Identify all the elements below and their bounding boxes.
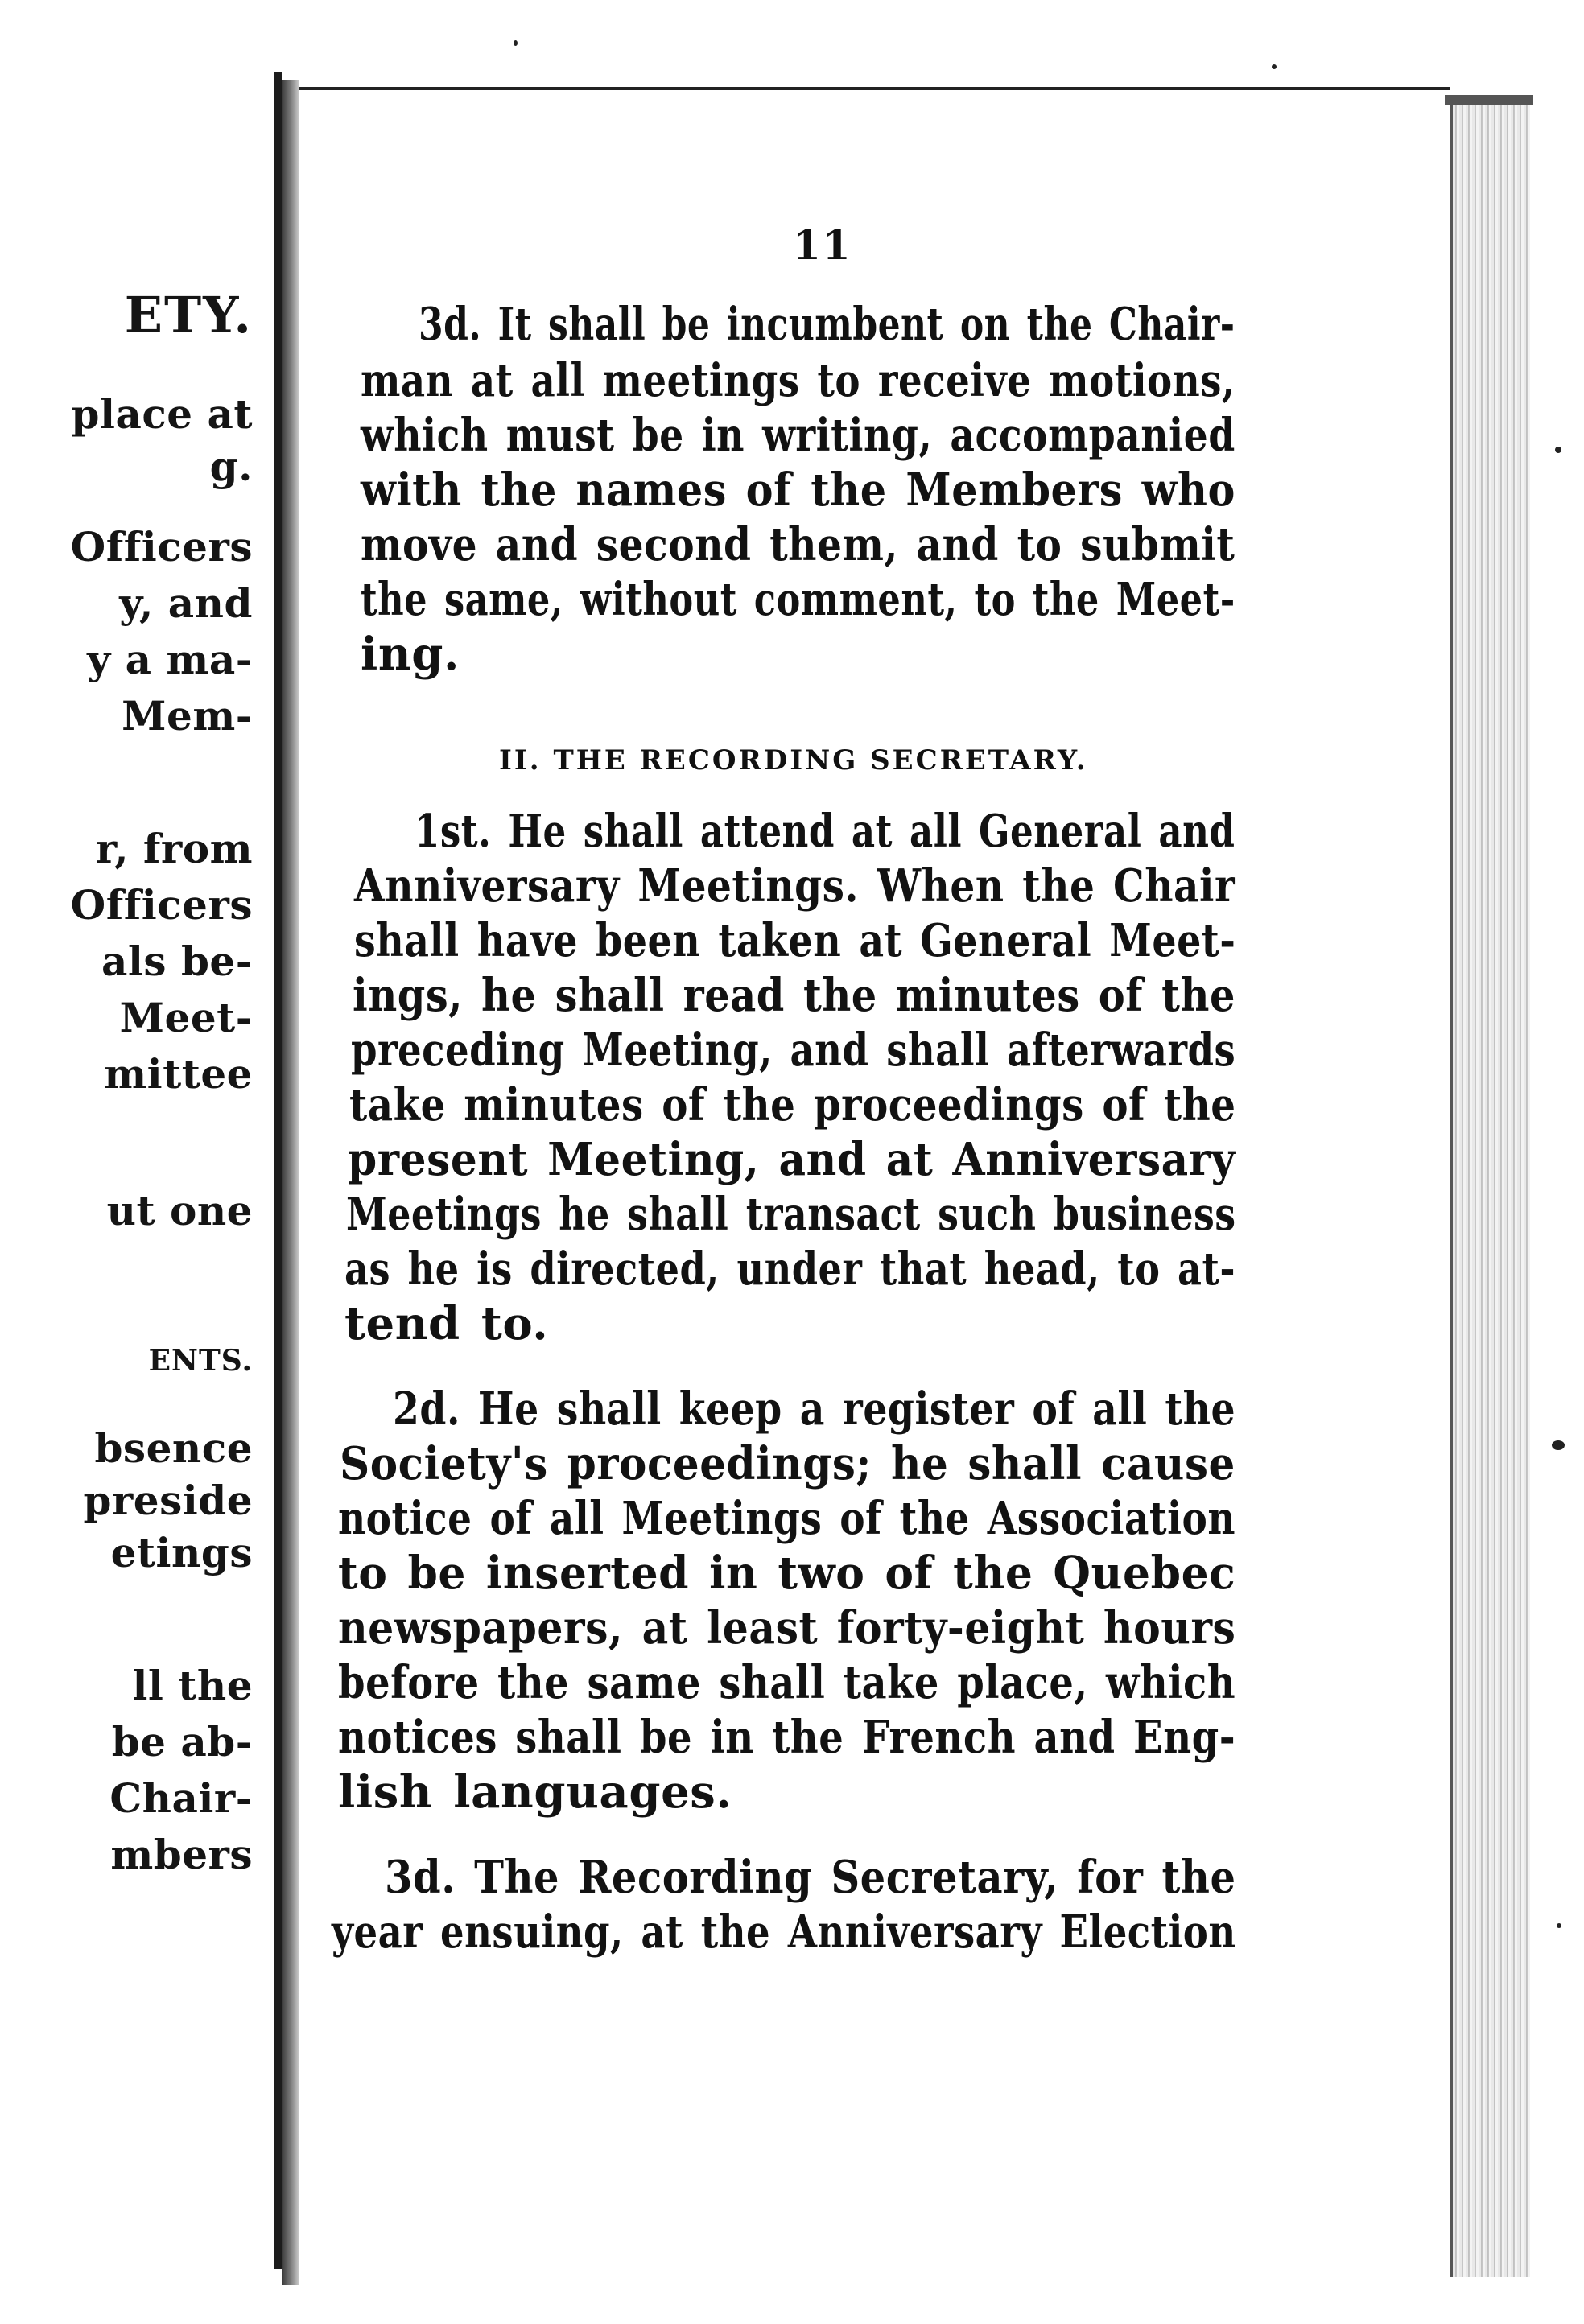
- text-line: newspapers, at least forty-eight hours: [338, 1601, 1236, 1654]
- text-line: take minutes of the proceedings of the: [349, 1078, 1236, 1131]
- left-line: etings: [110, 1529, 253, 1576]
- text-line: the same, without comment, to the Meet-: [361, 573, 1235, 626]
- left-line: ll the: [132, 1662, 253, 1709]
- left-line: mittee: [104, 1050, 253, 1098]
- text-line: Society's proceedings; he shall cause: [340, 1437, 1235, 1490]
- text-line: notice of all Meetings of the Association: [338, 1492, 1235, 1545]
- text-line: preceding Meeting, and shall afterwards: [351, 1024, 1236, 1077]
- scan-speck: [514, 40, 518, 46]
- left-line: be ab-: [111, 1718, 253, 1766]
- left-line: mbers: [110, 1831, 253, 1878]
- left-line: ETY.: [124, 286, 253, 344]
- left-line: Chair-: [109, 1774, 253, 1822]
- left-line: Officers: [70, 523, 253, 571]
- page-edge-top: [1445, 95, 1533, 105]
- text-line: 2d. He shall keep a register of all the: [393, 1382, 1236, 1436]
- text-line: notices shall be in the French and Eng-: [338, 1711, 1236, 1764]
- text-line: with the names of the Members who: [361, 464, 1235, 517]
- text-line: ings, he shall read the minutes of the: [353, 969, 1235, 1022]
- left-page-fragment: [0, 72, 282, 2269]
- left-line: preside: [83, 1477, 253, 1524]
- text-line: as he is directed, under that head, to at-: [344, 1242, 1236, 1296]
- left-line: y a ma-: [87, 636, 253, 683]
- text-line: Anniversary Meetings. When the Chair: [354, 859, 1236, 913]
- page-number: 11: [793, 221, 852, 269]
- left-line: g.: [209, 443, 253, 490]
- book-gutter: [282, 80, 299, 2285]
- text-line: lish languages.: [338, 1766, 732, 1819]
- text-line: move and second them, and to submit: [361, 518, 1235, 571]
- page-edges: [1450, 105, 1530, 2277]
- scan-speck: [1557, 1923, 1561, 1928]
- text-line: to be inserted in two of the Quebec: [338, 1547, 1236, 1600]
- left-line: als be-: [101, 937, 253, 985]
- scan-speck: [1272, 64, 1277, 69]
- text-line: Meetings he shall transact such business: [346, 1188, 1236, 1241]
- text-line: 3d. The Recording Secretary, for the: [385, 1851, 1236, 1904]
- left-line: place at: [71, 390, 253, 438]
- left-line: Officers: [70, 881, 253, 929]
- left-line: bsence: [94, 1424, 253, 1472]
- text-line: tend to.: [344, 1297, 549, 1350]
- text-line: year ensuing, at the Anniversary Election: [332, 1906, 1236, 1959]
- text-line: man at all meetings to receive motions,: [361, 354, 1235, 407]
- text-line: 3d. It shall be incumbent on the Chair-: [419, 298, 1235, 351]
- text-line: shall have been taken at General Meet-: [354, 914, 1236, 967]
- text-line: before the same shall take place, which: [338, 1656, 1236, 1709]
- section-heading: II. THE RECORDING SECRETARY.: [499, 744, 1088, 777]
- left-line: ut one: [106, 1187, 253, 1234]
- text-line: which must be in writing, accompanied: [361, 409, 1235, 462]
- text-line: ing.: [361, 628, 460, 681]
- left-line: Mem-: [122, 692, 253, 740]
- scan-speck: [1552, 1440, 1565, 1450]
- text-line: 1st. He shall attend at all General and: [415, 805, 1235, 858]
- left-line: Meet-: [119, 994, 253, 1041]
- scan-speck: [1555, 447, 1561, 453]
- left-line: ENTS.: [148, 1344, 253, 1378]
- left-line: y, and: [119, 579, 253, 627]
- text-line: present Meeting, and at Anniversary: [348, 1133, 1236, 1186]
- left-line: r, from: [95, 825, 253, 872]
